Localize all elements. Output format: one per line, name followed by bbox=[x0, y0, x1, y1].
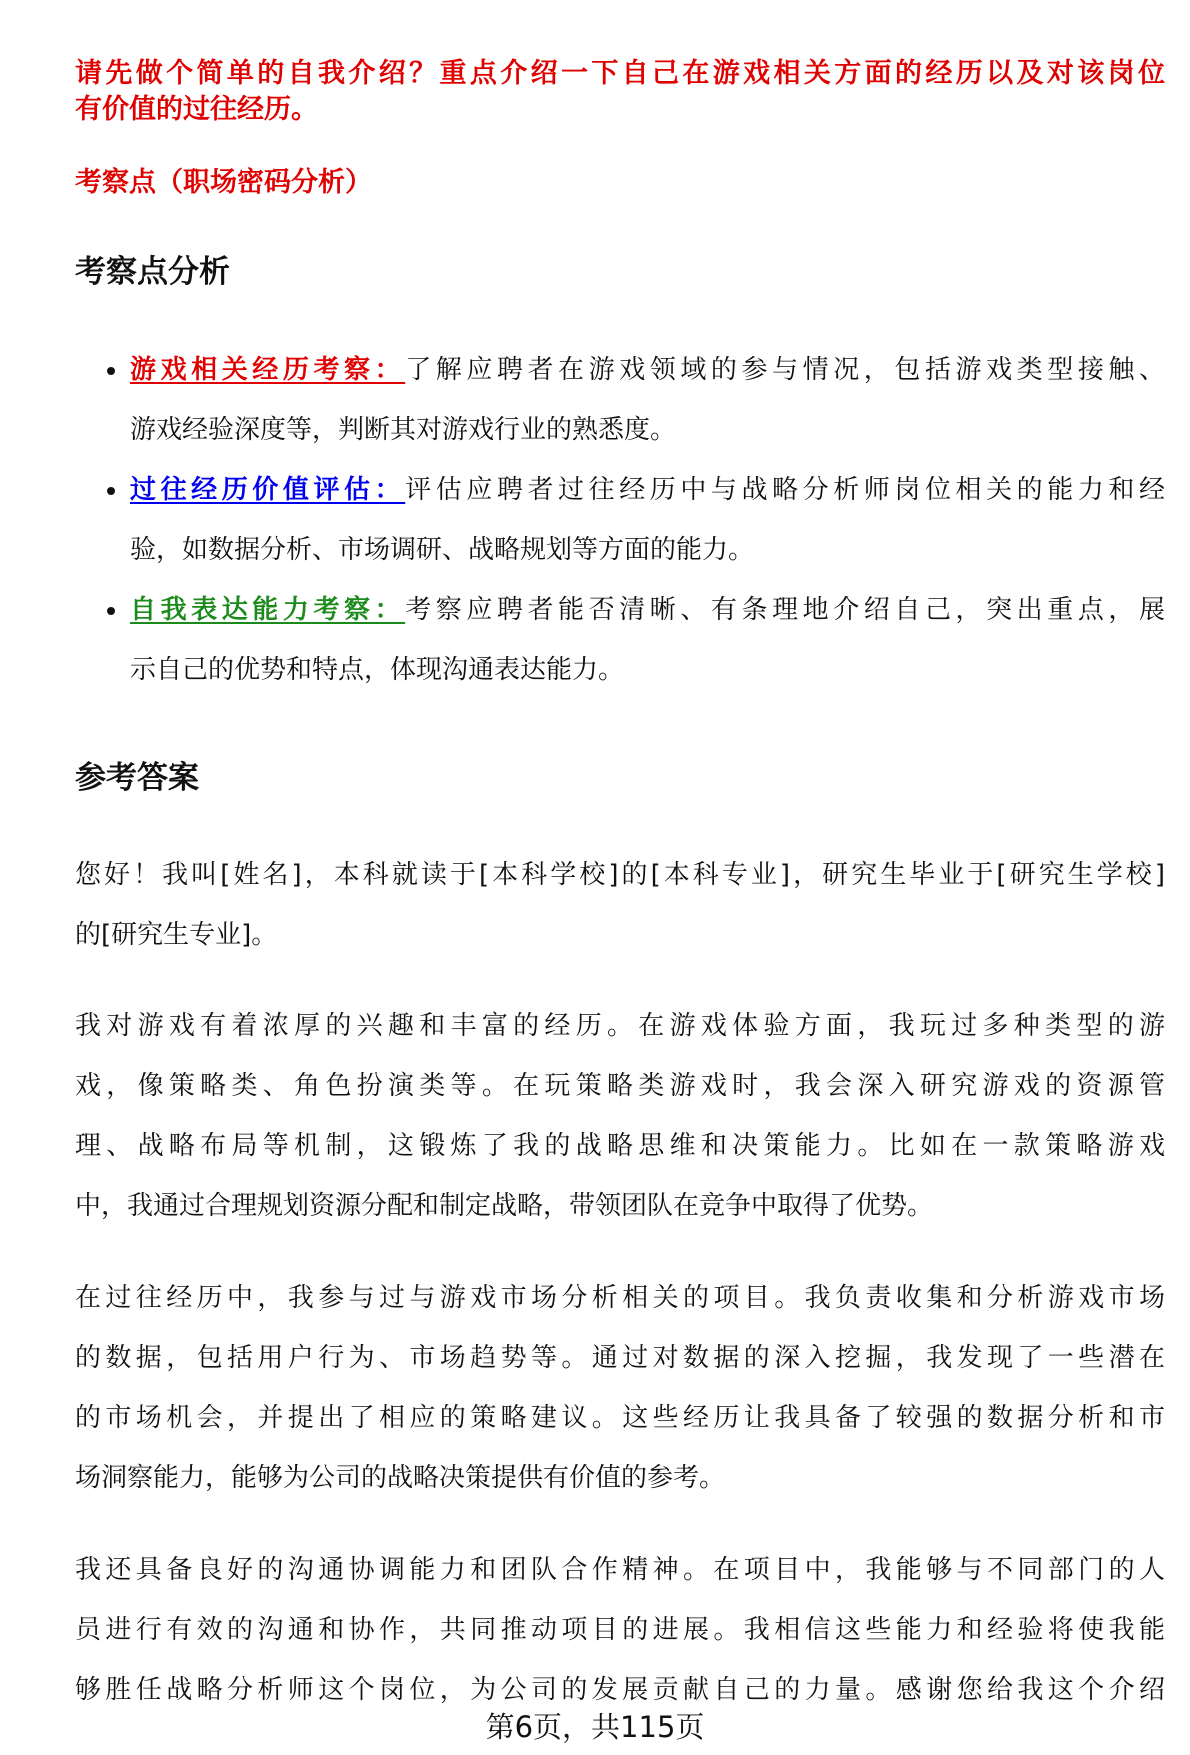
answer-paragraph bbox=[75, 996, 1165, 1236]
paragraph-line: 中，我通过合理规划资源分配和制定战略，带领团队在竞争中取得了优势。 bbox=[75, 1191, 934, 1221]
paragraph-line: 我还具备良好的沟通协调能力和团队合作精神。在项目中，我能够与不同部门的人 bbox=[75, 1555, 1165, 1585]
item-text: 验，如数据分析、市场调研、战略规划等方面的能力。 bbox=[130, 535, 755, 565]
question-line: 请先做个简单的自我介绍？重点介绍一下自己在游戏相关方面的经历以及对该岗位 bbox=[75, 58, 1165, 89]
list-item bbox=[75, 460, 1165, 580]
paragraph-line: 的[研究生专业]。 bbox=[75, 920, 278, 950]
list-item bbox=[75, 580, 1165, 700]
paragraph-line: 的数据，包括用户行为、市场趋势等。通过对数据的深入挖掘，我发现了一些潜在 bbox=[75, 1343, 1165, 1373]
list-item bbox=[75, 340, 1165, 460]
question-line: 有价值的过往经历。 bbox=[75, 94, 318, 125]
item-text: 了解应聘者在游戏领域的参与情况，包括游戏类型接触、 bbox=[405, 355, 1165, 385]
item-text: 考察应聘者能否清晰、有条理地介绍自己，突出重点，展 bbox=[405, 595, 1165, 625]
item-label[interactable]: 游戏相关经历考察： bbox=[130, 355, 406, 385]
answer-heading: 参考答案 bbox=[75, 760, 199, 796]
analysis-list bbox=[75, 340, 1165, 700]
paragraph-line: 您好！我叫[姓名]，本科就读于[本科学校]的[本科专业]，研究生毕业于[研究生学校] bbox=[75, 860, 1165, 890]
item-label[interactable]: 过往经历价值评估： bbox=[130, 475, 406, 505]
paragraph-line: 员进行有效的沟通和协作，共同推动项目的进展。我相信这些能力和经验将使我能 bbox=[75, 1615, 1165, 1645]
paragraph-line: 场洞察能力，能够为公司的战略决策提供有价值的参考。 bbox=[75, 1463, 726, 1493]
answer-paragraph bbox=[75, 1540, 1165, 1720]
question-title bbox=[75, 56, 1165, 128]
item-text: 评估应聘者过往经历中与战略分析师岗位相关的能力和经 bbox=[405, 475, 1165, 505]
bullet-icon bbox=[107, 487, 115, 495]
bullet-icon bbox=[107, 367, 115, 375]
kaocha-title: 考察点（职场密码分析） bbox=[75, 167, 372, 198]
page-number: 第6页，共115页 bbox=[485, 1710, 705, 1744]
item-text: 示自己的优势和特点，体现沟通表达能力。 bbox=[130, 655, 625, 685]
paragraph-line: 戏，像策略类、角色扮演类等。在玩策略类游戏时，我会深入研究游戏的资源管 bbox=[75, 1071, 1165, 1101]
paragraph-line: 我对游戏有着浓厚的兴趣和丰富的经历。在游戏体验方面，我玩过多种类型的游 bbox=[75, 1011, 1165, 1041]
paragraph-line: 在过往经历中，我参与过与游戏市场分析相关的项目。我负责收集和分析游戏市场 bbox=[75, 1283, 1165, 1313]
item-text: 游戏经验深度等，判断其对游戏行业的熟悉度。 bbox=[130, 415, 677, 445]
paragraph-line: 够胜任战略分析师这个岗位，为公司的发展贡献自己的力量。感谢您给我这个介绍 bbox=[75, 1675, 1165, 1705]
analysis-heading: 考察点分析 bbox=[75, 254, 230, 290]
item-label[interactable]: 自我表达能力考察： bbox=[130, 595, 406, 625]
bullet-icon bbox=[107, 607, 115, 615]
paragraph-line: 的市场机会，并提出了相应的策略建议。这些经历让我具备了较强的数据分析和市 bbox=[75, 1403, 1165, 1433]
paragraph-line: 理、战略布局等机制，这锻炼了我的战略思维和决策能力。比如在一款策略游戏 bbox=[75, 1131, 1165, 1161]
answer-paragraph bbox=[75, 845, 1165, 965]
answer-paragraph bbox=[75, 1268, 1165, 1508]
